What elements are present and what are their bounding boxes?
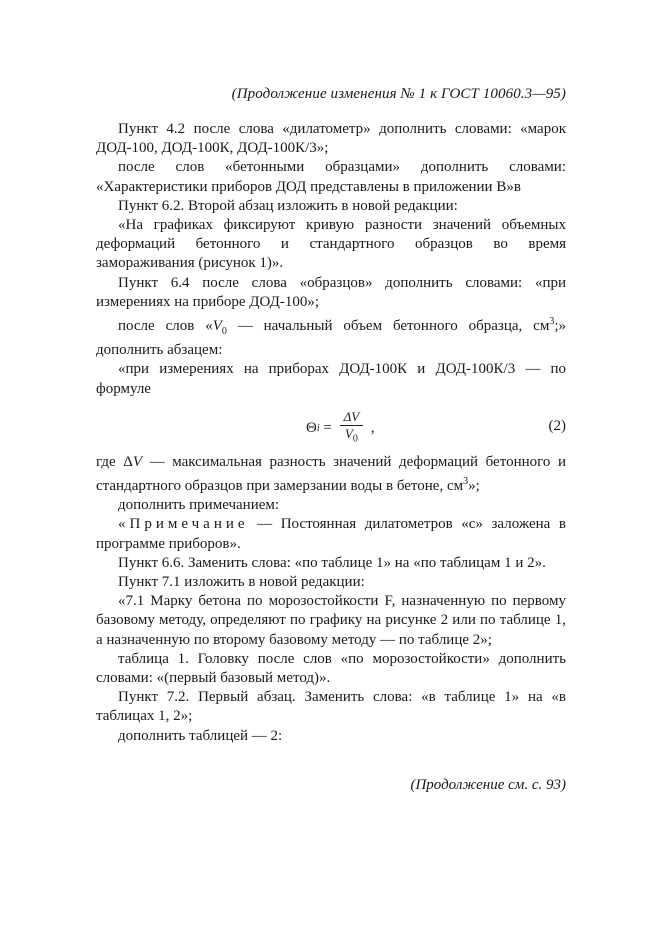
formula-expression xyxy=(306,409,375,448)
note-label: «Примечание xyxy=(118,516,249,533)
fraction-numerator: ΔV xyxy=(340,409,364,426)
text-fragment: где Δ xyxy=(96,453,133,470)
paragraph: «при измерениях на приборах ДОД-100К и ДОД-100К/3 — по формуле xyxy=(96,361,566,397)
superscript: 3 xyxy=(463,476,469,488)
formula-equals: = xyxy=(319,419,336,436)
paragraph-v0 xyxy=(96,312,566,360)
paragraph: Пункт 6.2. Второй абзац изложить в новой редакции: xyxy=(118,197,458,214)
equation-number: (2) xyxy=(548,417,566,434)
paragraph: таблица 1. Головку после слов «по морозостойкости» дополнить словами: «(первый базовый метод)». xyxy=(96,650,566,687)
text-fragment: — начальный объем бетонного образца, см xyxy=(226,318,550,335)
paragraph-note xyxy=(96,515,566,553)
paragraph: Пункт 6.4 после слова «образцов» дополнить словами: «при измерениях на приборе ДОД-100»; xyxy=(96,274,566,310)
fraction-denominator xyxy=(341,426,362,448)
text-fragment: ;» дополнить абзацем: xyxy=(96,318,566,359)
continuation-header: (Продолжение изменения № 1 к ГОСТ 10060.3—95) xyxy=(231,86,566,102)
amendment-body xyxy=(96,120,566,746)
subscript: 0 xyxy=(221,326,227,338)
paragraph: «На графиках фиксируют кривую разности значений объемных деформаций бетонного и стандартного образцов во время замораживания (рисунок 1)». xyxy=(96,217,566,272)
text-fragment: »; xyxy=(468,478,480,495)
paragraph: дополнить таблицей — 2: xyxy=(118,727,283,744)
den-sub: 0 xyxy=(352,433,358,445)
formula-2 xyxy=(96,405,566,449)
note-text: — Постоянная дилатометров «с» заложена в программе приборов». xyxy=(96,516,566,552)
paragraph-where xyxy=(96,453,566,496)
text-fragment: после слов « xyxy=(118,318,213,335)
paragraph: Пункт 4.2 после слова «дилатометр» дополнить словами: «марок ДОД-100, ДОД-100К, ДОД-100К/3»; xyxy=(96,121,566,157)
continuation-footer: (Продолжение см. с. 93) xyxy=(410,777,566,793)
paragraph: дополнить примечанием: xyxy=(118,497,280,514)
formula-comma: , xyxy=(367,419,375,436)
formula-lhs-sub: i xyxy=(316,422,320,434)
paragraph: Пункт 7.2. Первый абзац. Заменить слова: «в таблице 1» на «в таблицах 1, 2»; xyxy=(96,689,566,725)
superscript: 3 xyxy=(549,316,555,328)
paragraph: Пункт 7.1 изложить в новой редакции: xyxy=(118,574,365,591)
variable-v: V xyxy=(212,318,222,335)
variable-v: V xyxy=(132,453,143,470)
paragraph: Пункт 6.6. Заменить слова: «по таблице 1» на «по таблицам 1 и 2». xyxy=(118,554,546,571)
paragraph: «7.1 Марку бетона по морозостойкости F, назначенную по первому базовому методу, определяют по графику на рисунке 2 или по таблице 1, а назначенную по второму базовому методу — по таблице 2»; xyxy=(96,593,566,648)
den-var: V xyxy=(344,425,353,441)
paragraph: после слов «бетонными образцами» дополнить словами: «Характеристики приборов ДОД представлены в приложении В»в xyxy=(96,159,566,195)
formula-lhs: Θ xyxy=(306,419,317,436)
formula-fraction xyxy=(340,409,364,448)
text-fragment: — максимальная разность значений деформаций бетонного и стандартного образцов при замерзании воды в бетоне, см xyxy=(96,453,566,495)
